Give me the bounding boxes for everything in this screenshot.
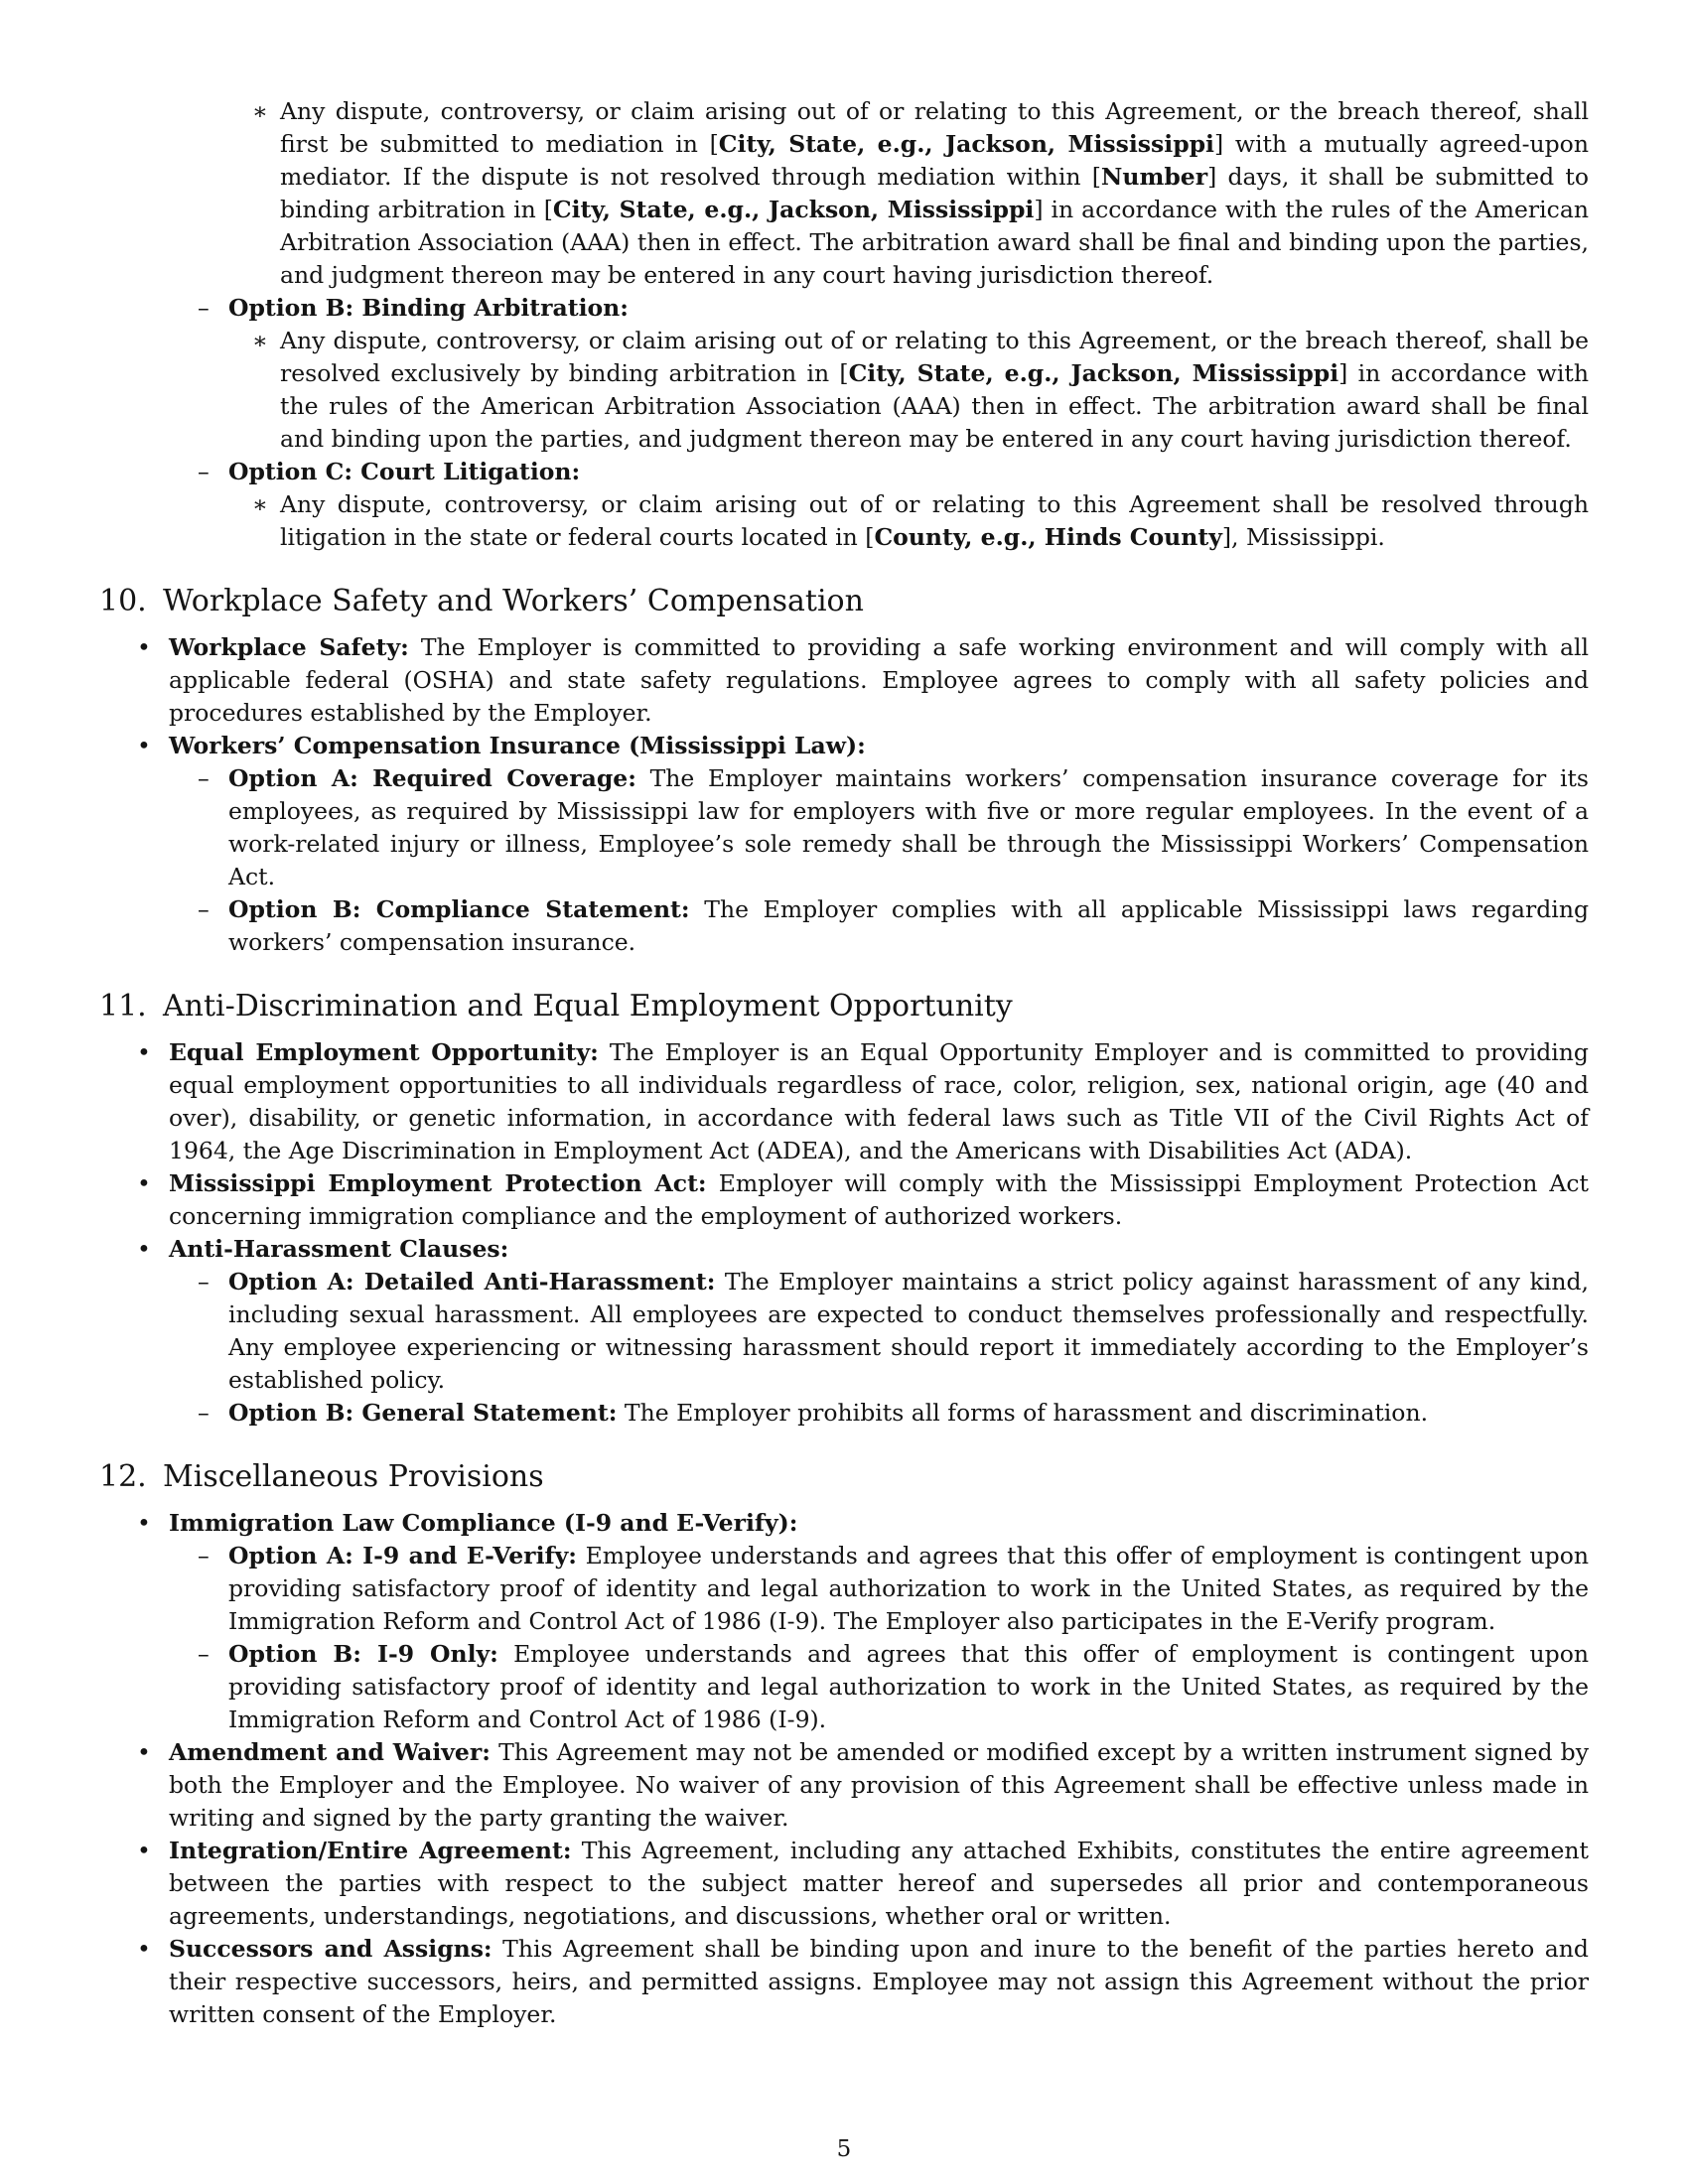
section-11-list bbox=[99, 1036, 1589, 1430]
immigration-item: • Immigration Law Compliance (I-9 and E-Verify): bbox=[99, 1507, 1589, 1540]
dispute-resolution-continuation bbox=[99, 95, 1589, 554]
anti-harassment-option-a: – Option A: Detailed Anti-Harassment: The Employer maintains a strict policy against harassment of any kind, including sexual harassment. All employees are expected to conduct themselves professionally and respectfully. Any employee experiencing or witnessing harassment should report it immediately according to the Employer’s established policy. bbox=[198, 1268, 1589, 1394]
section-10-list bbox=[99, 631, 1589, 959]
eeo-item: • Equal Employment Opportunity: The Employer is an Equal Opportunity Employer and is committed to providing equal employment opportunities to all individuals regardless of race, color, religion, sex, national origin, age (40 and over), disability, or genetic information, in accordance with federal laws such as Title VII of the Civil Rights Act of 1964, the Age Discrimination in Employment Act (ADEA), and the Americans with Disabilities Act (ADA). bbox=[137, 1038, 1589, 1164]
dash-bullet-icon: – bbox=[198, 1399, 210, 1427]
dash-bullet-icon: – bbox=[198, 895, 210, 923]
dash-bullet-icon: – bbox=[198, 294, 210, 322]
mepa-item: • Mississippi Employment Protection Act: Employer will comply with the Mississippi Employment Protection Act concerning immigration compliance and the employment of authorized workers. bbox=[137, 1169, 1589, 1230]
immigration-option-b: – Option B: I-9 Only: Employee understands and agrees that this offer of employment is contingent upon providing satisfactory proof of identity and legal authorization to work in the United States, as required by the Immigration Reform and Control Act of 1986 (I-9). bbox=[198, 1640, 1590, 1733]
dot-bullet-icon: • bbox=[137, 1935, 151, 1963]
option-c-court-litigation: – Option C: Court Litigation: bbox=[99, 456, 1589, 488]
dot-bullet-icon: • bbox=[137, 732, 151, 759]
dash-bullet-icon: – bbox=[198, 1542, 210, 1570]
section-11-heading: 11. Anti-Discrimination and Equal Employment Opportunity bbox=[99, 989, 1013, 1024]
binding-arbitration-clause: ∗ Any dispute, controversy, or claim arising out of or relating to this Agreement, or the breach thereof, shall be resolved exclusively by binding arbitration in [City, State, e.g., Jackson, Mississippi] in accordance with the rules of the American Arbitration Association (AAA) then in effect. The arbitration award shall be final and binding upon the parties, and judgment thereon may be entered in any court having jurisdiction thereof. bbox=[252, 327, 1589, 453]
workers-comp-option-b: – Option B: Compliance Statement: The Employer complies with all applicable Mississippi laws regarding workers’ compensation insurance. bbox=[198, 895, 1589, 956]
page-number: 5 bbox=[836, 2136, 852, 2162]
section-12-heading: 12. Miscellaneous Provisions bbox=[99, 1459, 544, 1494]
successors-assigns-item: • Successors and Assigns: This Agreement shall be binding upon and inure to the benefit of the parties hereto and their respective successors, heirs, and permitted assigns. Employee may not assign this Agreement without the prior written consent of the Employer. bbox=[137, 1935, 1589, 2028]
dot-bullet-icon: • bbox=[137, 1038, 151, 1066]
dot-bullet-icon: • bbox=[137, 1837, 151, 1864]
integration-item: • Integration/Entire Agreement: This Agreement, including any attached Exhibits, constitutes the entire agreement between the parties with respect to the subject matter hereof and supersedes all prior and contemporaneous agreements, understandings, negotiations, and discussions, whether oral or written. bbox=[137, 1837, 1589, 1930]
dot-bullet-icon: • bbox=[137, 633, 151, 661]
option-b-binding-arbitration: – Option B: Binding Arbitration: bbox=[99, 292, 1589, 325]
section-12-list bbox=[99, 1507, 1589, 2031]
section-10-heading: 10. Workplace Safety and Workers’ Compensation bbox=[99, 584, 864, 618]
document-page bbox=[99, 95, 1589, 2031]
dot-bullet-icon: • bbox=[137, 1169, 151, 1197]
mediation-arbitration-clause: ∗ Any dispute, controversy, or claim arising out of or relating to this Agreement, or the breach thereof, shall first be submitted to mediation in [City, State, e.g., Jackson, Mississippi] with a mutually agreed-upon mediator. If the dispute is not resolved through mediation within [Number] days, it shall be submitted to binding arbitration in [City, State, e.g., Jackson, Mississippi] in accordance with the rules of the American Arbitration Association (AAA) then in effect. The arbitration award shall be final and binding upon the parties, and judgment thereon may be entered in any court having jurisdiction thereof. bbox=[252, 97, 1589, 289]
dash-bullet-icon: – bbox=[198, 764, 210, 792]
asterisk-bullet-icon: ∗ bbox=[252, 97, 268, 125]
dash-bullet-icon: – bbox=[198, 1268, 210, 1296]
immigration-option-a: – Option A: I-9 and E-Verify: Employee understands and agrees that this offer of employment is contingent upon providing satisfactory proof of identity and legal authorization to work in the United States, as required by the Immigration Reform and Control Act of 1986 (I-9). The Employer also participates in the E-Verify program. bbox=[198, 1542, 1589, 1635]
amendment-waiver-item: • Amendment and Waiver: This Agreement may not be amended or modified except by a written instrument signed by both the Employer and the Employee. No waiver of any provision of this Agreement shall be effective unless made in writing and signed by the party granting the waiver. bbox=[137, 1738, 1589, 1832]
anti-harassment-option-b: – Option B: General Statement: The Employer prohibits all forms of harassment and discrimination. bbox=[99, 1397, 1589, 1430]
workers-comp-option-a: – Option A: Required Coverage: The Employer maintains workers’ compensation insurance coverage for its employees, as required by Mississippi law for employers with five or more regular employees. In the event of a work-related injury or illness, Employee’s sole remedy shall be through the Mississippi Workers’ Compensation Act. bbox=[198, 764, 1589, 890]
dot-bullet-icon: • bbox=[137, 1738, 151, 1766]
asterisk-bullet-icon: ∗ bbox=[252, 490, 268, 518]
anti-harassment-item: • Anti-Harassment Clauses: bbox=[99, 1233, 1589, 1266]
workplace-safety-item: • Workplace Safety: The Employer is committed to providing a safe working environment and will comply with all applicable federal (OSHA) and state safety regulations. Employee agrees to comply with all safety policies and procedures established by the Employer. bbox=[137, 633, 1589, 727]
court-litigation-clause: ∗ Any dispute, controversy, or claim arising out of or relating to this Agreement shall be resolved through litigation in the state or federal courts located in [County, e.g., Hinds County], Mississippi. bbox=[252, 490, 1589, 551]
dot-bullet-icon: • bbox=[137, 1235, 151, 1263]
dash-bullet-icon: – bbox=[198, 1640, 210, 1668]
dash-bullet-icon: – bbox=[198, 458, 210, 485]
workers-comp-item: • Workers’ Compensation Insurance (Mississippi Law): bbox=[99, 730, 1589, 762]
dot-bullet-icon: • bbox=[137, 1509, 151, 1537]
asterisk-bullet-icon: ∗ bbox=[252, 327, 268, 354]
